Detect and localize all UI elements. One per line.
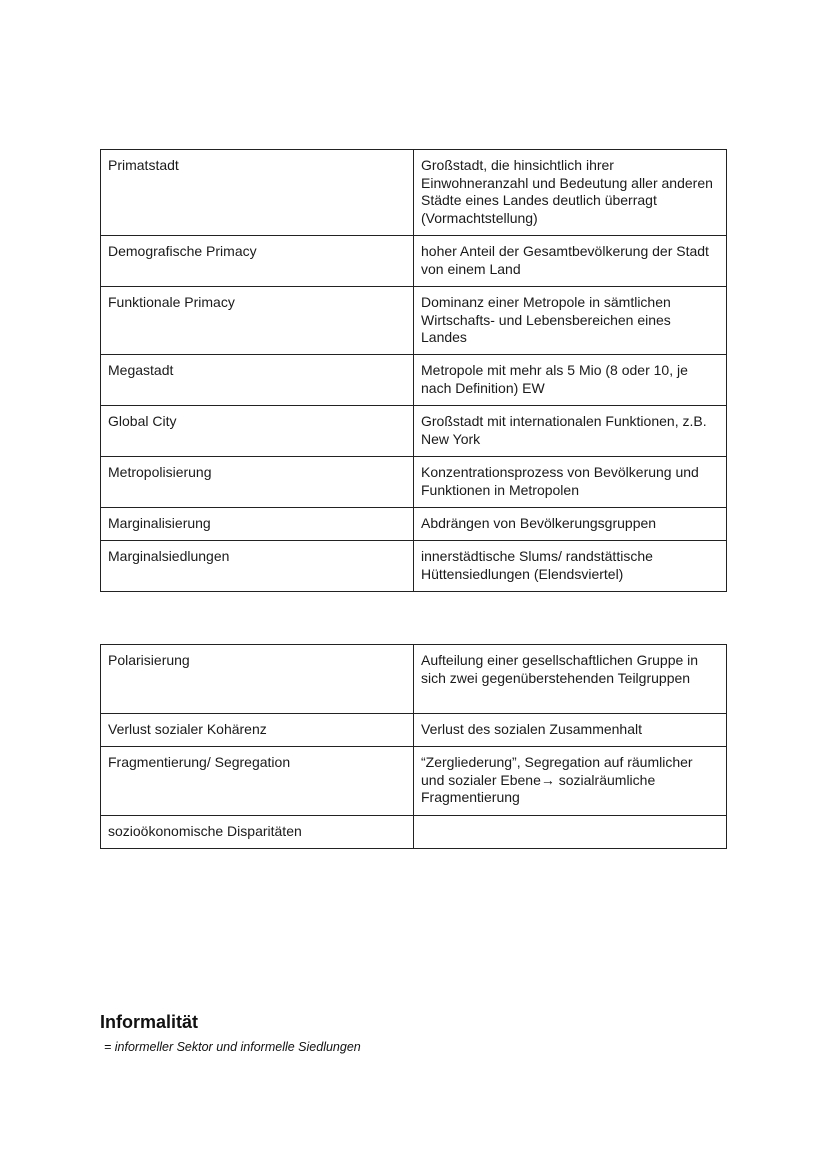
table-row: [101, 508, 727, 541]
table-row: [101, 150, 727, 236]
definition-cell: Konzentrationsprozess von Bevölkerung und Funktionen in Metropolen: [414, 457, 727, 508]
definition-cell: Abdrängen von Bevölkerungsgruppen: [414, 508, 727, 541]
definition-cell: Großstadt, die hinsichtlich ihrer Einwohneranzahl und Bedeutung aller anderen Städte eines Landes deutlich überragt (Vormachtstellung): [414, 150, 727, 236]
definition-cell: Aufteilung einer gesellschaftlichen Gruppe in sich zwei gegenüberstehenden Teilgruppen: [414, 645, 727, 714]
term-cell: Fragmentierung/ Segregation: [101, 747, 414, 816]
term-cell: Marginalisierung: [101, 508, 414, 541]
term-cell: Megastadt: [101, 355, 414, 406]
term-cell: sozioökonomische Disparitäten: [101, 816, 414, 849]
term-cell: Polarisierung: [101, 645, 414, 714]
term-cell: Global City: [101, 406, 414, 457]
definition-cell: Großstadt mit internationalen Funktionen, z.B. New York: [414, 406, 727, 457]
table-row: [101, 355, 727, 406]
table-row: [101, 645, 727, 714]
definition-cell: Dominanz einer Metropole in sämtlichen Wirtschafts- und Lebensbereichen eines Landes: [414, 287, 727, 355]
section-subline: = informeller Sektor und informelle Siedlungen: [104, 1040, 361, 1054]
section-heading: Informalität: [100, 1012, 199, 1032]
table-row: [101, 541, 727, 592]
term-cell: Metropolisierung: [101, 457, 414, 508]
term-cell: Verlust sozialer Kohärenz: [101, 714, 414, 747]
definition-cell: [414, 816, 727, 849]
table-row: [101, 714, 727, 747]
definition-cell: innerstädtische Slums/ randstättische Hüttensiedlungen (Elendsviertel): [414, 541, 727, 592]
table-row: [101, 457, 727, 508]
term-cell: Funktionale Primacy: [101, 287, 414, 355]
table-row: [101, 406, 727, 457]
definition-cell: hoher Anteil der Gesamtbevölkerung der Stadt von einem Land: [414, 236, 727, 287]
term-cell: Marginalsiedlungen: [101, 541, 414, 592]
term-cell: Demografische Primacy: [101, 236, 414, 287]
definition-cell: “Zergliederung”, Segregation auf räumlicher und sozialer Ebene→ sozialräumliche Fragmentierung: [414, 747, 727, 816]
table-row: [101, 287, 727, 355]
definition-cell: Metropole mit mehr als 5 Mio (8 oder 10, je nach Definition) EW: [414, 355, 727, 406]
definitions-table-1: [100, 149, 727, 592]
table-row: [101, 816, 727, 849]
table-row: [101, 747, 727, 816]
definitions-table-2: [100, 644, 727, 849]
term-cell: Primatstadt: [101, 150, 414, 236]
definition-cell: Verlust des sozialen Zusammenhalt: [414, 714, 727, 747]
table-row: [101, 236, 727, 287]
